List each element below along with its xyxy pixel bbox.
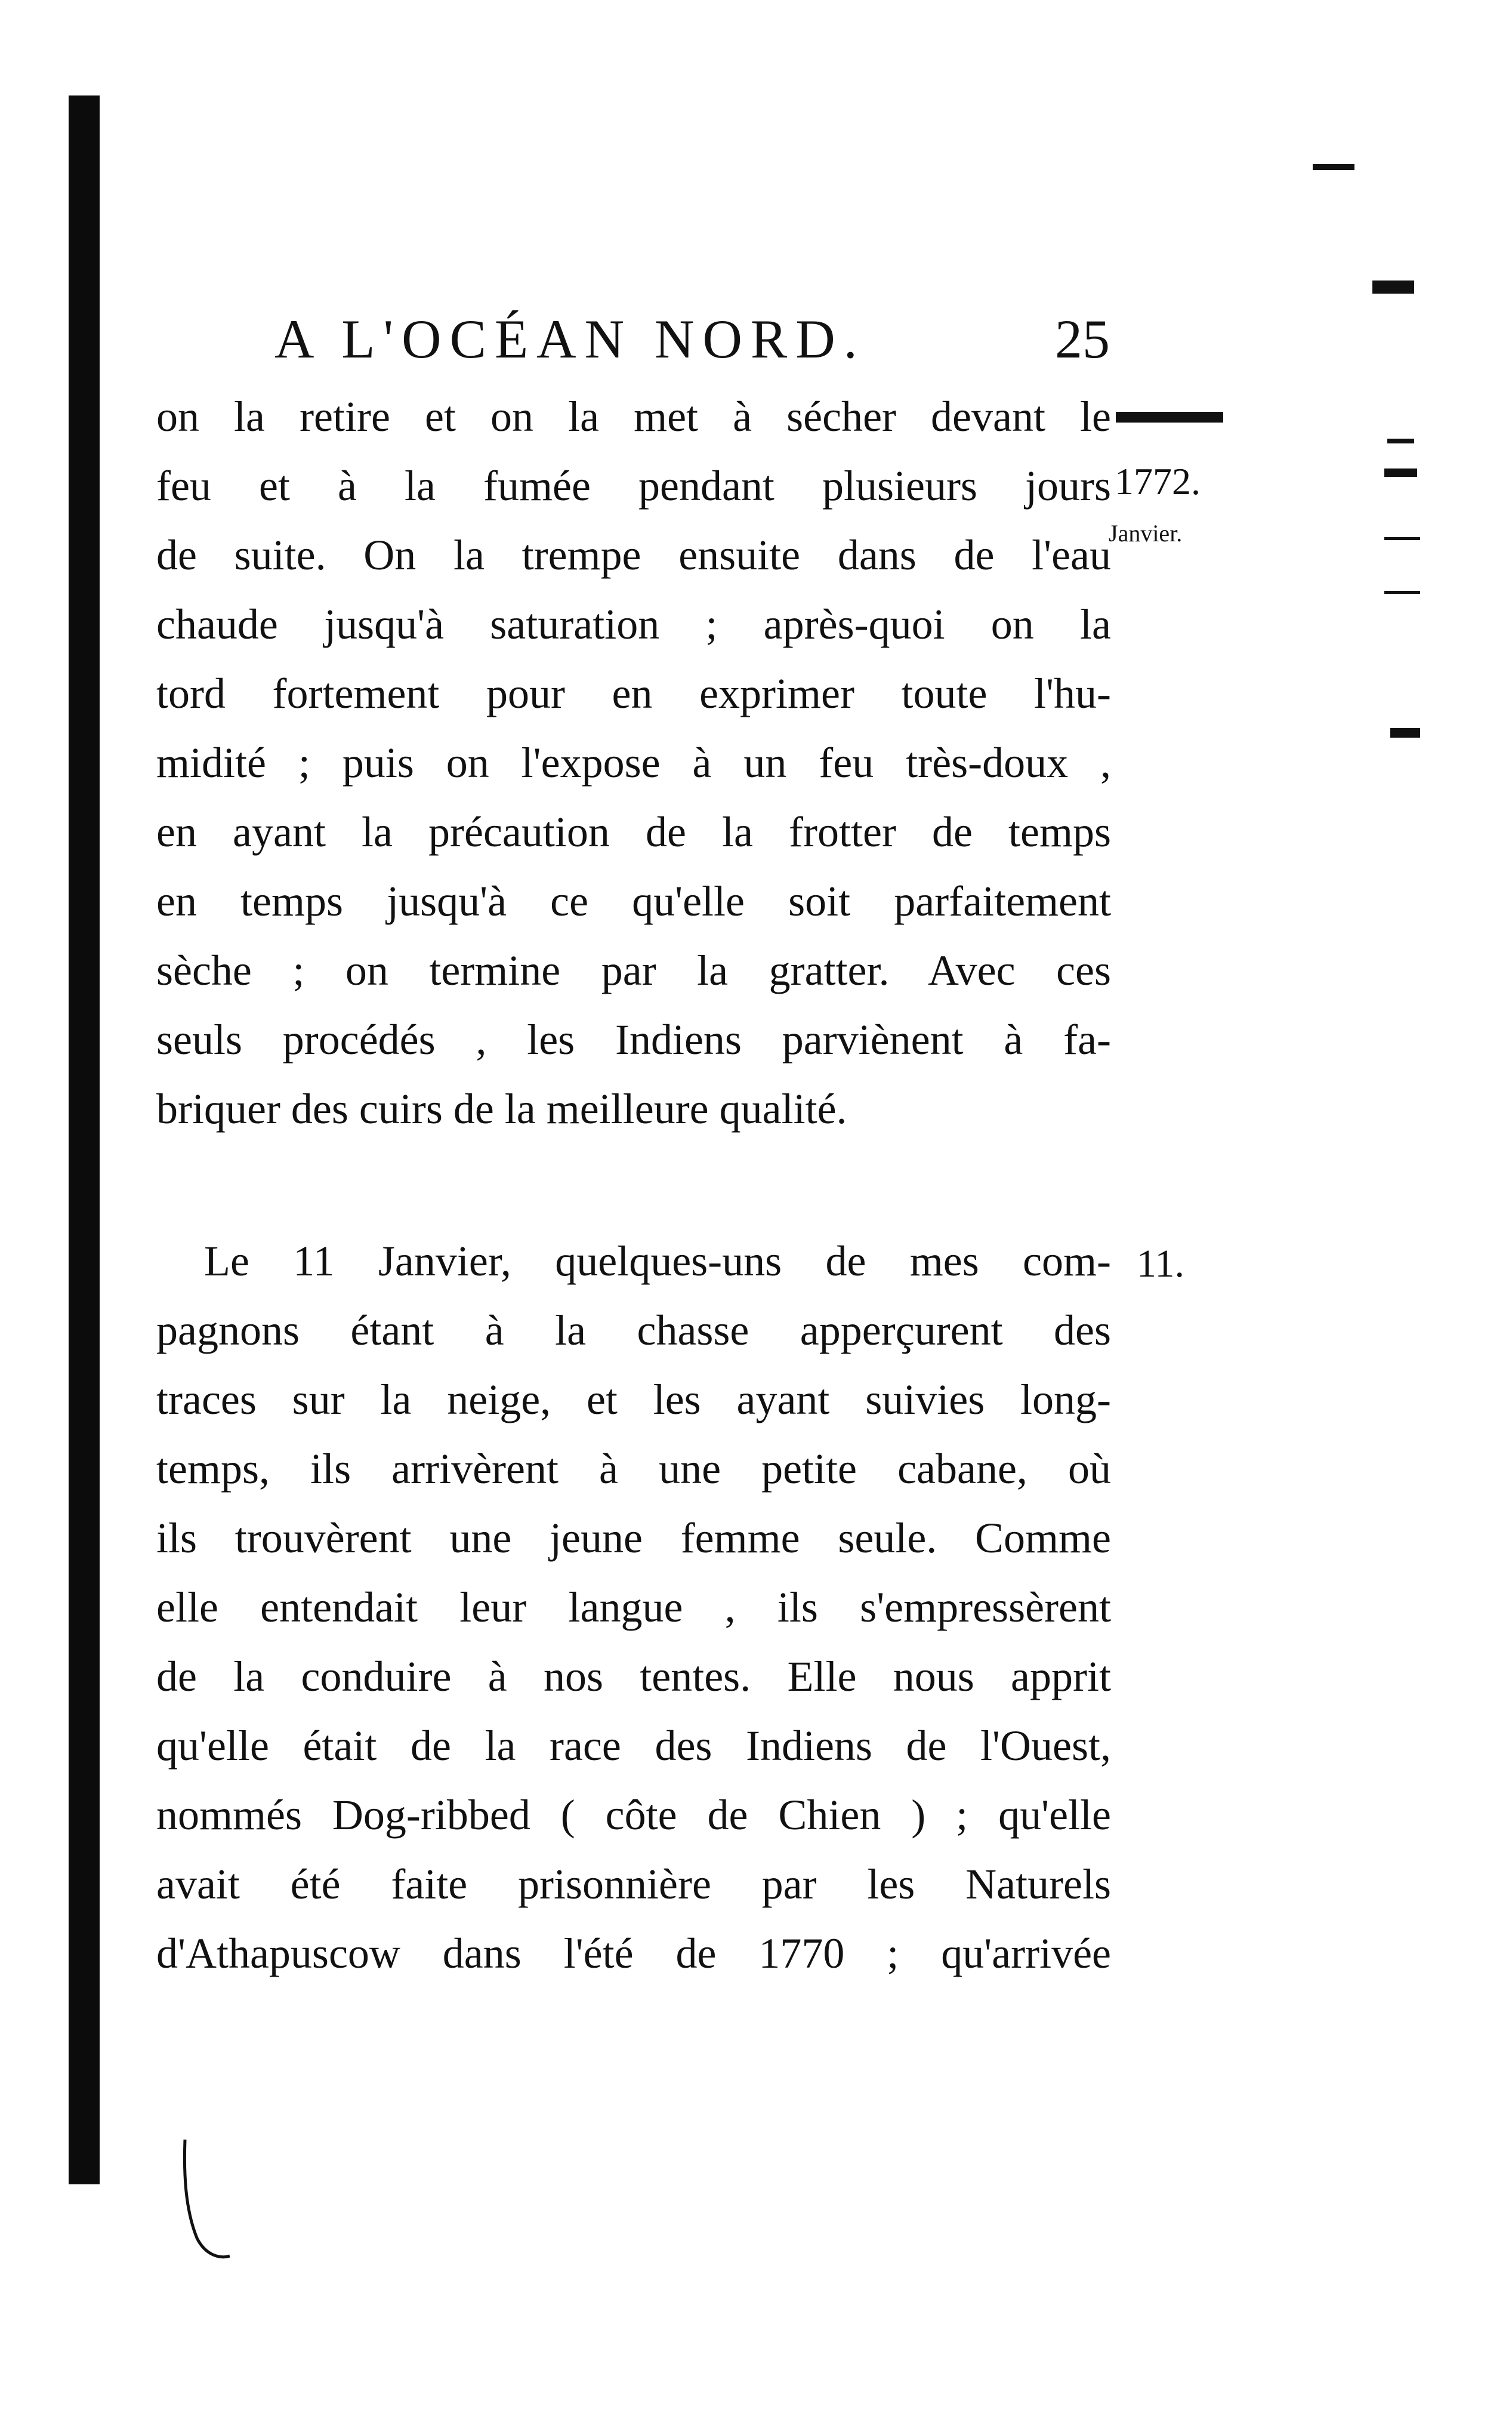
stray-pen-mark [179,2137,233,2262]
text-line: feu et à la fumée pendant plusieurs jours [156,462,1111,510]
text-line: de suite. On la trempe ensuite dans de l'eau [156,531,1111,579]
text-line: briquer des cuirs de la meilleure qualité. [156,1085,847,1133]
edge-mark [1384,537,1420,540]
text-line: avait été faite prisonnière par les Naturels [156,1860,1111,1908]
text-line: pagnons étant à la chasse apperçurent des [156,1306,1111,1354]
line-end-ornament [1116,412,1223,423]
text-line: en temps jusqu'à ce qu'elle soit parfaitement [156,877,1111,925]
text-line: midité ; puis on l'expose à un feu très-doux , [156,739,1111,787]
text-line: tord fortement pour en exprimer toute l'hu- [156,670,1111,717]
text-line: seuls procédés , les Indiens parviènent à fa- [156,1016,1111,1064]
text-line: nommés Dog-ribbed ( côte de Chien ) ; qu'elle [156,1791,1111,1839]
text-line: d'Athapuscow dans l'été de 1770 ; qu'arrivée [156,1929,1111,1977]
text-line: qu'elle était de la race des Indiens de l'Ouest, [156,1722,1111,1770]
edge-mark [1384,591,1420,594]
edge-mark [1313,164,1354,170]
margin-note-month: Janvier. [1109,520,1183,547]
text-line: elle entendait leur langue , ils s'empressèrent [156,1583,1111,1631]
text-line: traces sur la neige, et les ayant suivies long- [156,1376,1111,1423]
paragraph-1 [156,382,1111,1143]
text-line: ils trouvèrent une jeune femme seule. Comme [156,1514,1111,1562]
text-line: de la conduire à nos tentes. Elle nous apprit [156,1653,1111,1700]
text-line: en ayant la précaution de la frotter de temps [156,808,1111,856]
margin-note-year: 1772. [1115,460,1201,503]
text-line: Le 11 Janvier, quelques-uns de mes com- [204,1237,1111,1285]
margin-note-day: 11. [1137,1242,1185,1286]
edge-mark [1384,468,1417,477]
edge-mark [1372,281,1414,294]
running-head: A L'OCÉAN NORD. [274,309,866,369]
text-line: temps, ils arrivèrent à une petite cabane, où [156,1445,1111,1493]
page-header [257,307,1110,379]
text-line: on la retire et on la met à sécher devant le [156,393,1111,440]
text-line: chaude jusqu'à saturation ; après-quoi on la [156,600,1111,648]
paragraph-2 [156,1226,1111,1988]
edge-mark [1387,439,1414,443]
binding-shadow [69,95,100,2184]
edge-mark [1390,728,1420,738]
page-number: 25 [1055,309,1110,369]
text-line: sèche ; on termine par la gratter. Avec ces [156,947,1111,994]
